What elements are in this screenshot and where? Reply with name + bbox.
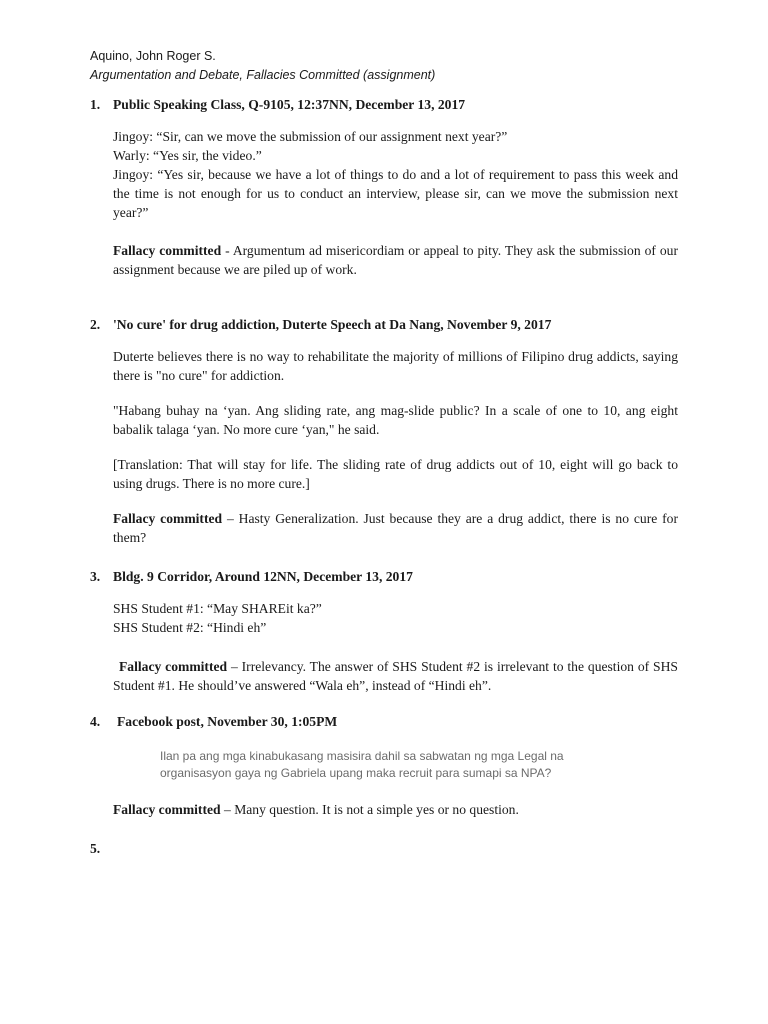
post-text-line: Ilan pa ang mga kinabukasang masisira dahil sa sabwatan ng mga Legal na: [160, 749, 564, 763]
fallacy-item-5: [90, 839, 678, 858]
fallacy-label: Fallacy committed: [113, 243, 222, 258]
fallacy-explanation: – Irrelevancy. The answer of SHS Student #2 is irrelevant to the question of SHS Student #1. He should’ve answered “Wala eh”, instead of “Hindi eh”.: [113, 659, 678, 693]
item-title: Facebook post, November 30, 1:05PM: [117, 714, 338, 729]
fallacy-paragraph: [113, 241, 678, 279]
item-title: 'No cure' for drug addiction, Duterte Speech at Da Nang, November 9, 2017: [113, 317, 552, 332]
fallacy-paragraph: [113, 509, 678, 547]
document-body: [90, 95, 678, 858]
facebook-post-screenshot: [160, 748, 678, 782]
document-subtitle: Argumentation and Debate, Fallacies Committed (assignment): [90, 68, 436, 82]
fallacy-item-4: [90, 712, 678, 819]
fallacy-item-3: [90, 567, 678, 695]
item-number: 5.: [90, 841, 101, 856]
item-heading: [90, 567, 678, 586]
item-number: 4.: [90, 714, 101, 729]
item-number: 2.: [90, 317, 101, 332]
dialogue-line: SHS Student #2: “Hindi eh”: [113, 620, 267, 635]
fallacy-label: Fallacy committed: [113, 511, 223, 526]
item-heading: [90, 315, 678, 334]
item-number: 3.: [90, 569, 101, 584]
translation-paragraph: [Translation: That will stay for life. The sliding rate of drug addicts out of 10, eight will go back to using drugs. There is no more cure.]: [113, 457, 678, 491]
item-title: Public Speaking Class, Q-9105, 12:37NN, December 13, 2017: [113, 97, 466, 112]
item-heading: [90, 95, 678, 114]
item-title: Bldg. 9 Corridor, Around 12NN, December 13, 2017: [113, 569, 413, 584]
dialogue-line: SHS Student #1: “May SHAREit ka?”: [113, 601, 322, 616]
fallacy-explanation: – Hasty Generalization. Just because they are a drug addict, there is no cure for them?: [113, 511, 678, 545]
dialogue-block: [113, 127, 678, 222]
fallacy-paragraph: [113, 657, 678, 695]
document-header: [90, 47, 435, 85]
fallacy-label: Fallacy committed: [119, 659, 228, 674]
fallacy-explanation: – Many question. It is not a simple yes or no question.: [220, 802, 519, 817]
dialogue-line: Jingoy: “Yes sir, because we have a lot of things to do and a lot of requirement to pass this week and the time is not enough for us to conduct an interview, please sir, can we move the submission next year?”: [113, 167, 678, 220]
dialogue-line: Jingoy: “Sir, can we move the submission of our assignment next year?”: [113, 129, 508, 144]
post-text-line: organisasyon gaya ng Gabriela upang maka recruit para sumapi sa NPA?: [160, 766, 552, 780]
author-name: Aquino, John Roger S.: [90, 49, 216, 63]
fallacy-item-2: [90, 315, 678, 547]
fallacy-label: Fallacy committed: [113, 802, 221, 817]
fallacy-explanation: - Argumentum ad misericordiam or appeal to pity. They ask the submission of our assignment because we are piled up of work.: [113, 243, 678, 277]
fallacy-paragraph: [113, 800, 678, 819]
item-heading: [90, 839, 678, 858]
context-paragraph: Duterte believes there is no way to rehabilitate the majority of millions of Filipino drug addicts, saying there is "no cure" for addiction.: [113, 349, 678, 383]
fallacy-item-1: [90, 95, 678, 279]
item-heading: [90, 712, 678, 731]
quote-paragraph: "Habang buhay na ‘yan. Ang sliding rate, ang mag-slide public? In a scale of one to 10, ang eight babalik talaga ‘yan. No more cure ‘yan," he said.: [113, 403, 678, 437]
dialogue-line: Warly: “Yes sir, the video.”: [113, 148, 262, 163]
dialogue-block: [113, 599, 678, 637]
item-number: 1.: [90, 97, 101, 112]
